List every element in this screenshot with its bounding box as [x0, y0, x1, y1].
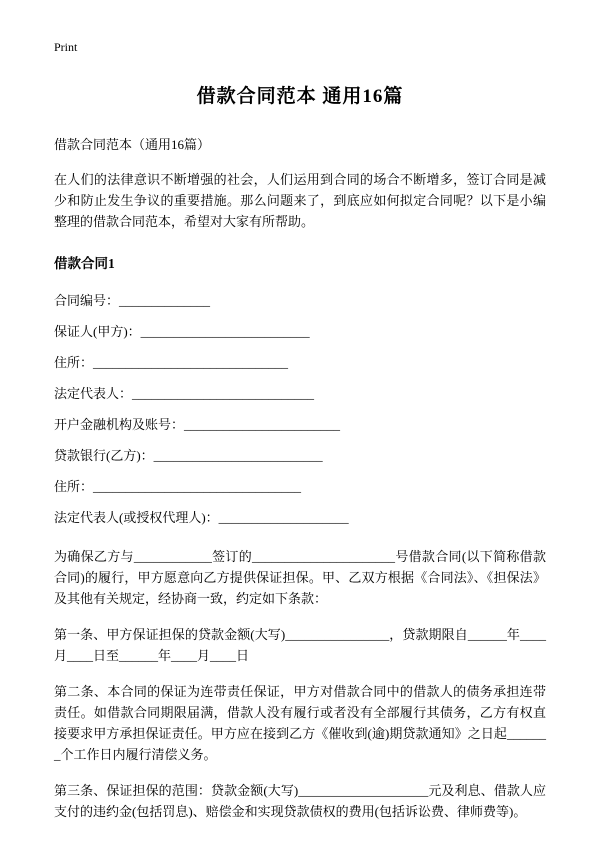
form-line-legal-representative-1: 法定代表人：____________________________ — [54, 386, 315, 401]
section-heading-contract-1: 借款合同1 — [54, 256, 115, 271]
form-line-contract-number: 合同编号：______________ — [54, 293, 211, 308]
form-line-bank-account: 开户金融机构及账号：________________________ — [54, 417, 341, 432]
clause-2: 第二条、本合同的保证为连带责任保证，甲方对借款合同中的借款人的债务承担连带责任。如借款合同期限届满，借款人没有履行或者没有全部履行其债务，乙方有权直接要求甲方承担保证责任。甲方应在接到乙方《催收到(逾)期贷款通知》之日起_______个工作日内履行清偿义务。 — [54, 684, 546, 762]
form-lines — [54, 292, 546, 526]
form-line-address-1: 住所：______________________________ — [54, 355, 289, 370]
form-line-guarantor-party-a: 保证人(甲方)：__________________________ — [54, 324, 310, 339]
clause-1: 第一条、甲方保证担保的贷款金额(大写)________________，贷款期限自______年____月____日至______年____月____日 — [54, 627, 546, 663]
intro-paragraph: 在人们的法律意识不断增强的社会，人们运用到合同的场合不断增多，签订合同是减少和防止发生争议的重要措施。那么问题来了，到底应如何拟定合同呢？以下是小编整理的借款合同范本，希望对大家有所帮助。 — [54, 172, 546, 229]
clause-3: 第三条、保证担保的范围：贷款金额(大写)____________________元及利息、借款人应支付的违约金(包括罚息)、赔偿金和实现贷款债权的费用(包括诉讼费、律师费等)。 — [54, 783, 546, 819]
contract-clauses — [54, 546, 546, 822]
document-subtitle: 借款合同范本（通用16篇） — [54, 137, 211, 152]
page-title: 借款合同范本 通用16篇 — [196, 86, 404, 107]
form-line-lender-bank-party-b: 贷款银行(乙方)：__________________________ — [54, 448, 323, 463]
print-button[interactable]: Print — [54, 40, 78, 54]
form-line-legal-representative-2: 法定代表人(或授权代理人)：____________________ — [54, 510, 349, 525]
clause-preamble: 为确保乙方与____________签订的______________________号借款合同(以下简称借款合同)的履行，甲方愿意向乙方提供保证担保。甲、乙双方根据《合同法》、《担保法》及其他有关规定，经协商一致，约定如下条款： — [54, 549, 546, 606]
form-line-address-2: 住所：________________________________ — [54, 479, 302, 494]
